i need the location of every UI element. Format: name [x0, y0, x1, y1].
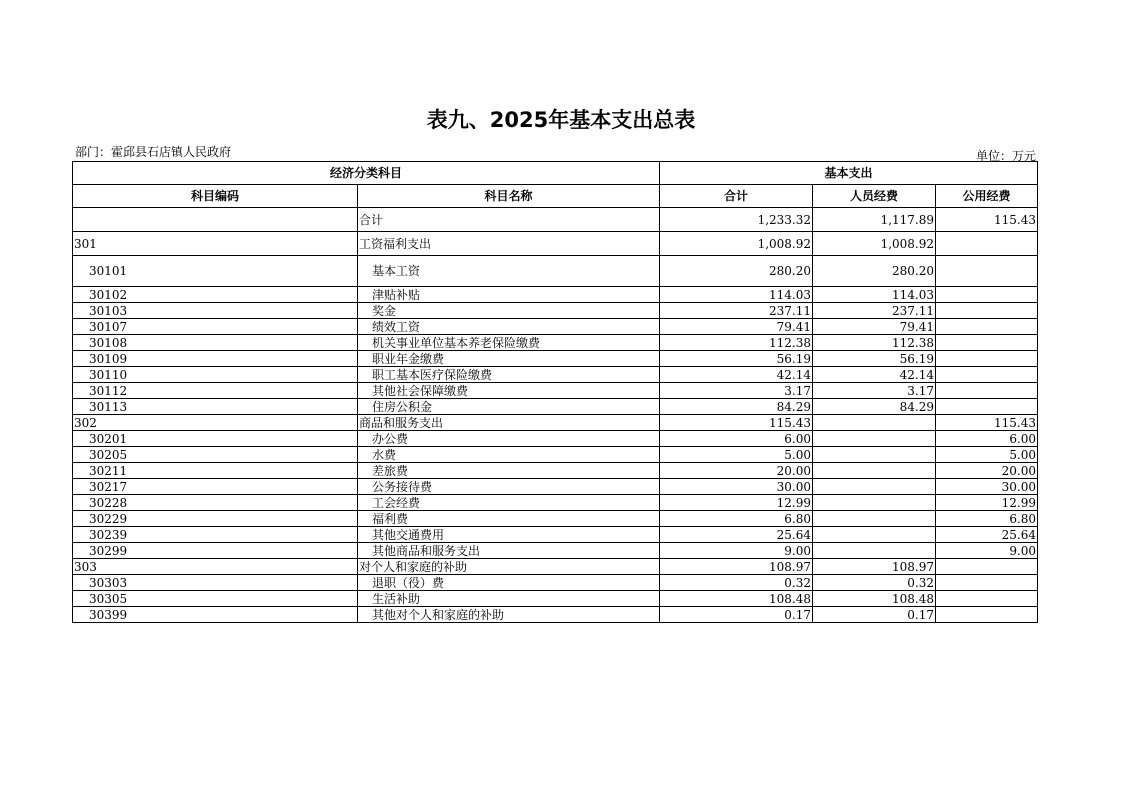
header-code: 科目编码 [73, 185, 358, 208]
cell-name: 合计 [358, 208, 660, 232]
cell-code: 30101 [73, 256, 358, 287]
cell-code: 30211 [73, 463, 358, 479]
cell-public [936, 232, 1038, 256]
cell-public [936, 399, 1038, 415]
cell-name: 绩效工资 [358, 319, 660, 335]
cell-personnel: 108.97 [813, 559, 936, 575]
cell-total: 112.38 [660, 335, 813, 351]
cell-code: 30229 [73, 511, 358, 527]
cell-code: 301 [73, 232, 358, 256]
table-row [73, 367, 1038, 383]
cell-code: 30201 [73, 431, 358, 447]
table-row [73, 232, 1038, 256]
cell-name: 住房公积金 [358, 399, 660, 415]
cell-name: 办公费 [358, 431, 660, 447]
cell-code: 30110 [73, 367, 358, 383]
cell-total: 108.48 [660, 591, 813, 607]
cell-public [936, 335, 1038, 351]
cell-total: 280.20 [660, 256, 813, 287]
table-row [73, 543, 1038, 559]
header-basic-expense: 基本支出 [660, 162, 1038, 185]
cell-public: 115.43 [936, 208, 1038, 232]
cell-total: 6.80 [660, 511, 813, 527]
cell-name: 退职（役）费 [358, 575, 660, 591]
cell-public [936, 559, 1038, 575]
cell-code: 30113 [73, 399, 358, 415]
unit-label: 单位：万元 [975, 149, 1036, 163]
cell-personnel: 3.17 [813, 383, 936, 399]
cell-total: 6.00 [660, 431, 813, 447]
cell-total: 79.41 [660, 319, 813, 335]
cell-code: 30103 [73, 303, 358, 319]
cell-code: 303 [73, 559, 358, 575]
table-row [73, 495, 1038, 511]
cell-code: 30112 [73, 383, 358, 399]
cell-code: 30109 [73, 351, 358, 367]
cell-code: 30305 [73, 591, 358, 607]
cell-name: 其他对个人和家庭的补助 [358, 607, 660, 623]
cell-code [73, 208, 358, 232]
table-row [73, 335, 1038, 351]
table-row [73, 383, 1038, 399]
cell-total: 1,008.92 [660, 232, 813, 256]
cell-personnel: 114.03 [813, 287, 936, 303]
cell-public [936, 351, 1038, 367]
cell-name: 其他交通费用 [358, 527, 660, 543]
cell-personnel [813, 479, 936, 495]
cell-personnel [813, 431, 936, 447]
cell-total: 115.43 [660, 415, 813, 431]
cell-name: 职工基本医疗保险缴费 [358, 367, 660, 383]
cell-public [936, 383, 1038, 399]
cell-total: 237.11 [660, 303, 813, 319]
cell-public: 25.64 [936, 527, 1038, 543]
cell-total: 5.00 [660, 447, 813, 463]
cell-name: 对个人和家庭的补助 [358, 559, 660, 575]
cell-public [936, 319, 1038, 335]
table-row [73, 575, 1038, 591]
cell-name: 商品和服务支出 [358, 415, 660, 431]
cell-personnel [813, 463, 936, 479]
cell-name: 职业年金缴费 [358, 351, 660, 367]
table-row [73, 511, 1038, 527]
cell-personnel [813, 447, 936, 463]
table-row [73, 591, 1038, 607]
cell-code: 302 [73, 415, 358, 431]
header-name: 科目名称 [358, 185, 660, 208]
table-row [73, 607, 1038, 623]
table-row [73, 287, 1038, 303]
cell-personnel: 237.11 [813, 303, 936, 319]
table-row [73, 447, 1038, 463]
cell-personnel: 1,008.92 [813, 232, 936, 256]
cell-name: 差旅费 [358, 463, 660, 479]
cell-name: 工会经费 [358, 495, 660, 511]
cell-personnel [813, 543, 936, 559]
cell-total: 25.64 [660, 527, 813, 543]
cell-public: 12.99 [936, 495, 1038, 511]
cell-total: 20.00 [660, 463, 813, 479]
cell-total: 1,233.32 [660, 208, 813, 232]
cell-personnel [813, 511, 936, 527]
cell-total: 42.14 [660, 367, 813, 383]
cell-public [936, 591, 1038, 607]
cell-public: 5.00 [936, 447, 1038, 463]
table-body [73, 208, 1038, 623]
table-row [73, 415, 1038, 431]
table-row [73, 319, 1038, 335]
cell-name: 机关事业单位基本养老保险缴费 [358, 335, 660, 351]
cell-public [936, 575, 1038, 591]
cell-code: 30217 [73, 479, 358, 495]
cell-public: 115.43 [936, 415, 1038, 431]
cell-code: 30239 [73, 527, 358, 543]
cell-personnel: 0.32 [813, 575, 936, 591]
cell-total: 114.03 [660, 287, 813, 303]
cell-personnel: 1,117.89 [813, 208, 936, 232]
cell-public: 20.00 [936, 463, 1038, 479]
cell-personnel: 84.29 [813, 399, 936, 415]
header-personnel: 人员经费 [813, 185, 936, 208]
cell-name: 津贴补贴 [358, 287, 660, 303]
header-total: 合计 [660, 185, 813, 208]
table-row [73, 527, 1038, 543]
cell-personnel [813, 527, 936, 543]
cell-personnel: 108.48 [813, 591, 936, 607]
cell-code: 30299 [73, 543, 358, 559]
cell-total: 84.29 [660, 399, 813, 415]
cell-personnel: 56.19 [813, 351, 936, 367]
header-row-group [73, 162, 1038, 185]
cell-total: 108.97 [660, 559, 813, 575]
cell-total: 0.32 [660, 575, 813, 591]
cell-code: 30399 [73, 607, 358, 623]
cell-public: 9.00 [936, 543, 1038, 559]
table-row [73, 463, 1038, 479]
cell-total: 9.00 [660, 543, 813, 559]
cell-public [936, 256, 1038, 287]
cell-personnel [813, 415, 936, 431]
cell-public: 6.80 [936, 511, 1038, 527]
table-row [73, 431, 1038, 447]
table-row [73, 303, 1038, 319]
table-row [73, 256, 1038, 287]
cell-personnel: 0.17 [813, 607, 936, 623]
cell-code: 30303 [73, 575, 358, 591]
cell-total: 3.17 [660, 383, 813, 399]
table-row [73, 559, 1038, 575]
header-econ-class: 经济分类科目 [73, 162, 660, 185]
cell-public [936, 367, 1038, 383]
cell-personnel [813, 495, 936, 511]
cell-name: 生活补助 [358, 591, 660, 607]
cell-name: 基本工资 [358, 256, 660, 287]
cell-public: 30.00 [936, 479, 1038, 495]
cell-personnel: 112.38 [813, 335, 936, 351]
cell-name: 奖金 [358, 303, 660, 319]
department-label: 部门：霍邱县石店镇人民政府 [75, 145, 232, 159]
header-public: 公用经费 [936, 185, 1038, 208]
cell-code: 30108 [73, 335, 358, 351]
cell-personnel: 79.41 [813, 319, 936, 335]
expense-table [72, 161, 1038, 623]
cell-public [936, 303, 1038, 319]
table-row [73, 351, 1038, 367]
cell-public: 6.00 [936, 431, 1038, 447]
cell-code: 30102 [73, 287, 358, 303]
cell-public [936, 607, 1038, 623]
page-title: 表九、2025年基本支出总表 [426, 108, 696, 132]
cell-code: 30205 [73, 447, 358, 463]
cell-name: 工资福利支出 [358, 232, 660, 256]
cell-name: 公务接待费 [358, 479, 660, 495]
table-row [73, 208, 1038, 232]
cell-name: 其他社会保障缴费 [358, 383, 660, 399]
cell-name: 其他商品和服务支出 [358, 543, 660, 559]
cell-name: 福利费 [358, 511, 660, 527]
cell-personnel: 280.20 [813, 256, 936, 287]
table-row [73, 479, 1038, 495]
cell-total: 56.19 [660, 351, 813, 367]
cell-public [936, 287, 1038, 303]
cell-code: 30107 [73, 319, 358, 335]
cell-total: 0.17 [660, 607, 813, 623]
cell-total: 12.99 [660, 495, 813, 511]
table-row [73, 399, 1038, 415]
header-row-columns [73, 185, 1038, 208]
cell-name: 水费 [358, 447, 660, 463]
cell-personnel: 42.14 [813, 367, 936, 383]
cell-total: 30.00 [660, 479, 813, 495]
cell-code: 30228 [73, 495, 358, 511]
